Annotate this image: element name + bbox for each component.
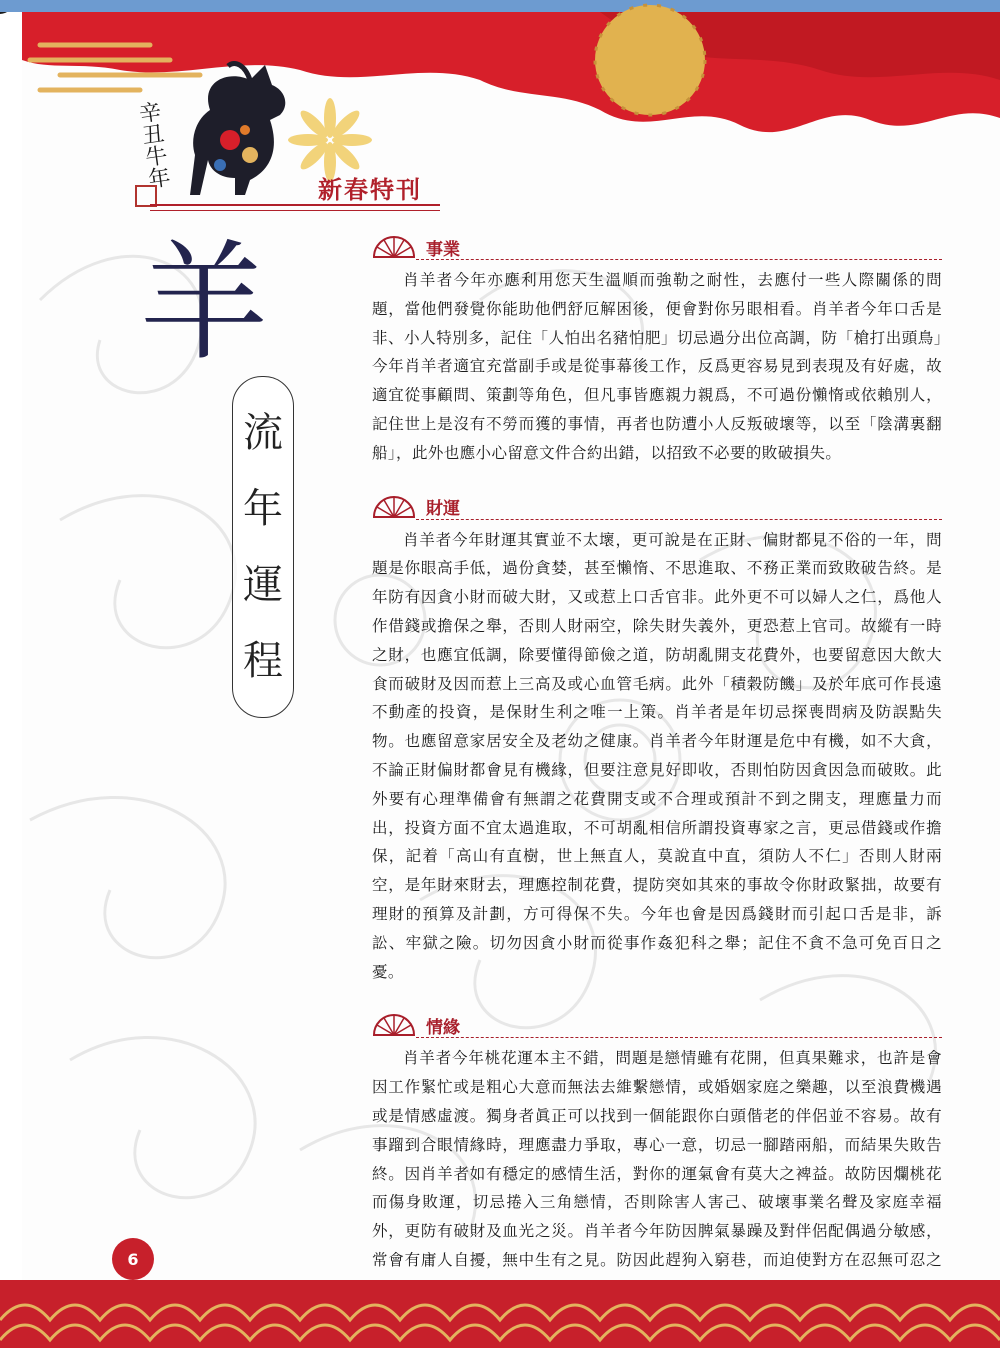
- article-content: [372, 230, 942, 1326]
- fortune-char: 運: [243, 562, 283, 608]
- page-number-badge: 6: [112, 1238, 154, 1280]
- dashed-divider: [416, 519, 942, 520]
- section-header: [372, 1008, 942, 1042]
- section-body: 肖羊者今年桃花運本主不錯，問題是戀情雖有花開，但真果難求，也許是會因工作緊忙或是粗心大意而無法去維繫戀情，或婚姻家庭之樂趣，以至浪費機遇或是情感虛渡。獨身者眞正可以找到一個能跟你白頭偕老的伴侶並不容易。故有事蹓到合眼情緣時，理應盡力爭取，專心一意，切忌一腳踏兩船，而結果失敗告終。因肖羊者如有穩定的感情生活，對你的運氣會有莫大之裨益。故防因爛桃花而傷身敗運，切忌捲入三角戀情，否則除害人害己、破壞事業名聲及家庭幸福外，更防有破財及血光之災。肖羊者今年防因脾氣暴躁及對伴侶配偶過分敏感，常會有庸人自擾，無中生有之見。防因此趕狗入窮巷，而迫使對方在忍無可忍之: [372, 1049, 942, 1269]
- section-title: 情緣: [426, 1017, 460, 1038]
- footer-wave-band: [0, 1280, 1000, 1348]
- fortune-char: 流: [243, 410, 283, 456]
- zodiac-sign-character: 羊: [140, 229, 269, 378]
- seal-char: 年: [146, 165, 173, 194]
- dashed-divider: [416, 1037, 942, 1038]
- section-title: 事業: [426, 239, 460, 260]
- seal-char: 辛: [137, 99, 163, 128]
- feature-title: 新春特刊: [318, 175, 422, 204]
- section-romance: [372, 1008, 942, 1303]
- annual-fortune-label: [232, 376, 294, 718]
- section-header: [372, 490, 942, 524]
- left-margin-strip: [0, 0, 22, 1348]
- section-body: 肖羊者今年亦應利用您天生溫順而強勒之耐性，去應付一些人際關係的問題，當他們發覺你能助他們舒厄解困後，便會對你另眼相看。肖羊者今年口舌是非、小人特別多，記住「人怕出名豬怕肥」切忌過分出位高調，防「槍打出頭鳥」今年肖羊者適宜充當副手或是從事幕後工作，反爲更容易見到表現及有好處，故適宜從事顧問、策劃等角色，但凡事皆應親力親爲，不可過份懶惰或依賴別人，記住世上是沒有不勞而獲的事情，再者也防遭小人反叛破壞等，以至「陰溝裏翻船」，此外也應小心留意文件合約出錯，以招致不必要的敗破損失。: [372, 271, 942, 462]
- fortune-char: 程: [243, 638, 283, 684]
- section-career: [372, 230, 942, 468]
- fan-icon: [372, 1013, 416, 1037]
- section-header: [372, 230, 942, 264]
- section-wealth: [372, 490, 942, 987]
- fan-icon: [372, 235, 416, 259]
- fortune-char: 年: [243, 486, 283, 532]
- title-rule: [150, 210, 440, 211]
- section-body: 肖羊者今年財運其實並不太壞，更可說是在正財、偏財都見不俗的一年，問題是你眼高手低，過份貪婪，甚至懶惰、不思進取、不務正業而致敗破告終。是年防有因貪小財而破大財，又或惹上口舌官非。此外更不可以婦人之仁，爲他人作借錢或擔保之舉，否則人財兩空，除失財失義外，更恐惹上官司。故縱有一時之財，也應宜低調，除要懂得節儉之道，防胡亂開支花費外，也要留意因大飲大食而破財及因而惹上三高及或心血管毛病。此外「積穀防饑」及於年底可作長遠不動產的投資，是保財生利之唯一上策。肖羊者是年切忌探喪問病及防誤點失物。也應留意家居安全及老幼之健康。肖羊者今年財運是危中有機，如不大貪，不論正財偏財都會見有機緣，但要注意見好即收，否則怕防因貪因急而破敗。此外要有心理準備會有無謂之花費開支或不合理或預計不到之開支，理應量力而出，投資方面不宜太過進取，不可胡亂相信所謂投資專家之言，更忌借錢或作擔保，記着「高山有直樹，世上無直人，莫說直中直，須防人不仁」否則人財兩空，是年財來財去，理應控制花費，提防突如其來的事故令你財政緊拙，故要有理財的預算及計劃，方可得保不失。今年也會是因爲錢財而引起口舌是非，訴訟、牢獄之險。切勿因貪小財而從事作姦犯科之舉；記住不貪不急可免百日之憂。: [372, 530, 942, 981]
- seal-char: 牛: [143, 143, 170, 172]
- dashed-divider: [416, 259, 942, 260]
- section-title: 財運: [426, 499, 460, 520]
- title-rule: [150, 204, 440, 206]
- seal-char: 丑: [140, 121, 167, 150]
- fan-icon: [372, 495, 416, 519]
